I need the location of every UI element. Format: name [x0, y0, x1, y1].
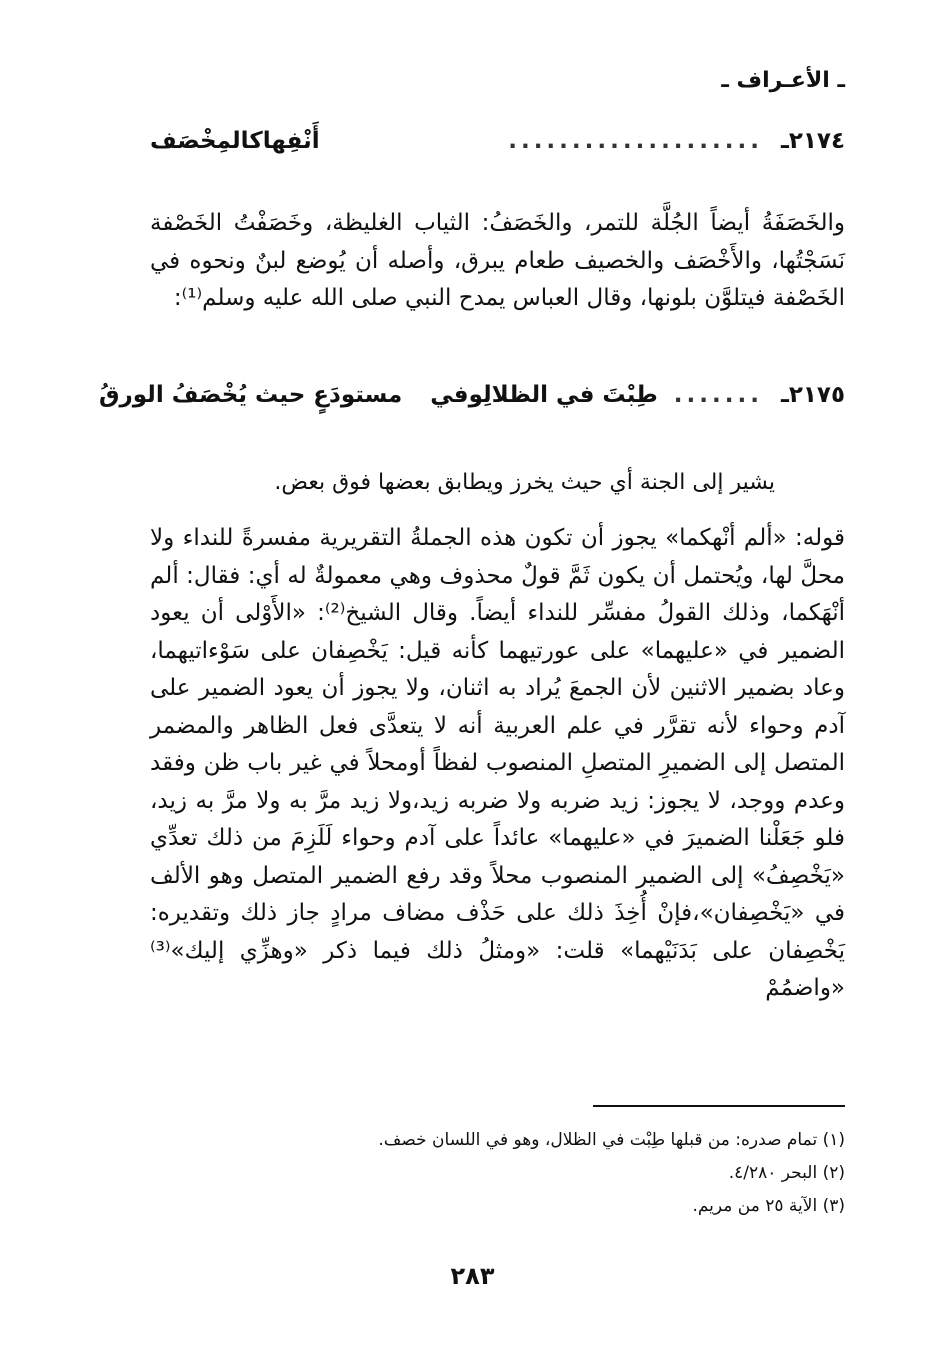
verse-number: ٢١٧٥ـ — [780, 382, 845, 408]
footnotes — [150, 1124, 845, 1223]
verse-dots: .................... — [508, 128, 763, 154]
footnote-2: (٢) البحر ٤/٢٨٠. — [728, 1163, 845, 1183]
paragraph-explanation: يشير إلى الجنة أي حيث يخرز ويطابق بعضها فوق بعض. — [274, 470, 775, 495]
verse-2175 — [98, 382, 845, 408]
footnote-1: (١) تمام صدره: من قبلها طِبْت في الظلال، وهو في اللسان خصف. — [378, 1130, 845, 1150]
running-header: ـ الأعـراف ـ — [721, 68, 845, 93]
verse-hemistich-a: طِبْتَ في الظلالِوفي — [430, 382, 658, 408]
footnote-separator — [593, 1105, 845, 1107]
paragraph-commentary: قوله: «ألم أنْهكما» يجوز أن تكون هذه الجملةُ التقريرية مفسرةً للنداء ولا محلَّ لها، ويُحتمل أن يكون ثَمَّ قولٌ محذوف وهي معمولةٌ له أي: فقال: ألم أنْهَكما، وذلك القولُ مفسِّر للنداء أيضاً. وقال الشيخ⁽²⁾: «الأَوْلى أن يعود الضمير في «عليهما» على عورتيهما كأنه قيل: يَخْصِفان على سَوْءاتيهما، وعاد بضمير الاثنين لأن الجمعَ يُراد به اثنان، ولا يجوز أن يعود الضمير على آدم وحواء لأنه تقرَّر في علم العربية أنه لا يتعدَّى فعل الظاهر والمضمر المتصل إلى الضميرِ المتصلِ المنصوب لفظاً أومحلاً في غير باب ظن وفقد وعدم ووجد، لا يجوز: زيد ضربه ولا ضربه زيد،ولا زيد مرَّ به ولا مرَّ به زيد، فلو جَعَلْنا الضميرَ في «عليهما» عائداً على آدم وحواء لَلَزِمَ من ذلك تعدِّي «يَخْصِفُ» إلى الضمير المنصوب محلاً وقد رفع الضمير المتصل وهو الألف في «يَخْصِفان»،فإنْ أُخِذَ ذلك على حَذْف مضاف مرادٍ جاز ذلك وتقديره: يَخْصِفان على بَدَنَيْهما» قلت: «ومثلُ ذلك فيما ذكر «وهزِّي إليك»⁽³⁾ «واضمُمْ — [150, 525, 845, 1001]
verse-hemistich-b: أَنْفِهاكالمِخْصَف — [150, 128, 320, 154]
verse-hemistich-b: مستودَعٍ حيث يُخْصَفُ الورقُ — [98, 382, 403, 408]
paragraph-khasafa: والخَصَفَةُ أيضاً الجُلَّة للتمر، والخَصَفُ: الثياب الغليظة، وخَصَفْتُ الخَصْفة نَسَجْتُها، والأَخْصَف والخصيف طعام يبرق، وأصله أن يُوضع لبنٌ ونحوه في الخَصْفة فيتلوَّن بلونها، وقال العباس يمدح النبي صلى الله عليه وسلم⁽¹⁾: — [150, 210, 845, 311]
verse-dots: ....... — [673, 382, 763, 408]
verse-2174 — [150, 128, 845, 154]
verse-number: ٢١٧٤ـ — [780, 128, 845, 154]
page-number: ٢٨٣ — [450, 1262, 495, 1290]
footnote-3: (٣) الآية ٢٥ من مريم. — [692, 1196, 845, 1216]
